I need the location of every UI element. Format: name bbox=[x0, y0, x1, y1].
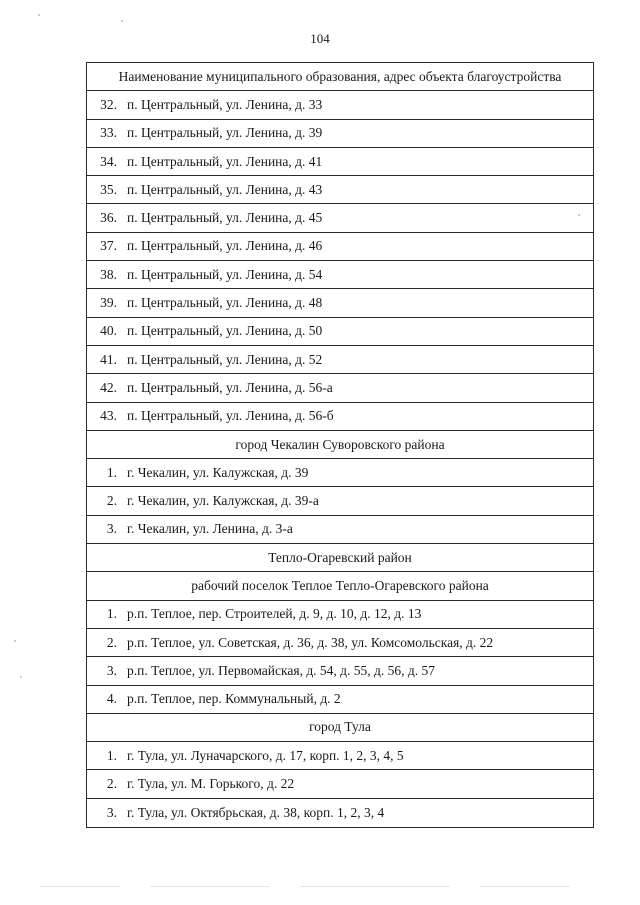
table-header-label: Наименование муниципального образования, адрес объекта благоустройства bbox=[118, 68, 562, 84]
row-address: п. Центральный, ул. Ленина, д. 33 bbox=[127, 96, 323, 112]
row-number: 39. bbox=[100, 295, 117, 311]
table-row bbox=[87, 148, 593, 176]
section-header-label: город Тула bbox=[309, 719, 371, 735]
row-address: п. Центральный, ул. Ленина, д. 56-а bbox=[127, 379, 333, 395]
table-body bbox=[87, 91, 593, 827]
table-row bbox=[87, 629, 593, 657]
row-address: г. Тула, ул. Октябрьская, д. 38, корп. 1, 2, 3, 4 bbox=[127, 804, 385, 820]
row-address: п. Центральный, ул. Ленина, д. 45 bbox=[127, 210, 323, 226]
row-number: 4. bbox=[106, 691, 117, 707]
row-address: п. Центральный, ул. Ленина, д. 46 bbox=[127, 238, 323, 254]
table-row bbox=[87, 176, 593, 204]
table-row bbox=[87, 346, 593, 374]
table-row bbox=[87, 459, 593, 487]
row-address: п. Центральный, ул. Ленина, д. 43 bbox=[127, 181, 323, 197]
section-header-row bbox=[87, 431, 593, 459]
table-row bbox=[87, 91, 593, 119]
row-address: п. Центральный, ул. Ленина, д. 41 bbox=[127, 153, 323, 169]
row-number: 40. bbox=[100, 323, 117, 339]
row-number: 3. bbox=[106, 521, 117, 537]
row-address: г. Чекалин, ул. Калужская, д. 39-а bbox=[127, 493, 319, 509]
row-address: г. Тула, ул. Луначарского, д. 17, корп. 1, 2, 3, 4, 5 bbox=[127, 747, 404, 763]
section-header-label: рабочий поселок Теплое Тепло-Огаревского района bbox=[191, 577, 489, 593]
row-address: п. Центральный, ул. Ленина, д. 52 bbox=[127, 351, 323, 367]
row-number: 35. bbox=[100, 181, 117, 197]
row-address: г. Чекалин, ул. Калужская, д. 39 bbox=[127, 464, 309, 480]
table-row bbox=[87, 742, 593, 770]
table-row bbox=[87, 318, 593, 346]
row-number: 33. bbox=[100, 125, 117, 141]
table-row bbox=[87, 374, 593, 402]
table-row bbox=[87, 601, 593, 629]
row-number: 3. bbox=[106, 662, 117, 678]
row-number: 3. bbox=[106, 804, 117, 820]
table-header bbox=[87, 63, 593, 91]
row-number: 2. bbox=[106, 493, 117, 509]
row-number: 1. bbox=[106, 464, 117, 480]
section-header-row bbox=[87, 714, 593, 742]
section-header-row bbox=[87, 544, 593, 572]
row-number: 38. bbox=[100, 266, 117, 282]
row-number: 1. bbox=[106, 606, 117, 622]
table-row bbox=[87, 403, 593, 431]
row-address: р.п. Теплое, ул. Первомайская, д. 54, д. 55, д. 56, д. 57 bbox=[127, 662, 436, 678]
row-address: п. Центральный, ул. Ленина, д. 50 bbox=[127, 323, 323, 339]
scan-speck bbox=[14, 640, 16, 642]
row-number: 36. bbox=[100, 210, 117, 226]
row-number: 2. bbox=[106, 776, 117, 792]
table-row bbox=[87, 516, 593, 544]
section-header-label: город Чекалин Суворовского района bbox=[235, 436, 445, 452]
scan-speck bbox=[38, 14, 40, 16]
row-number: 32. bbox=[100, 96, 117, 112]
table-row bbox=[87, 770, 593, 798]
row-address: п. Центральный, ул. Ленина, д. 48 bbox=[127, 295, 323, 311]
table-row bbox=[87, 799, 593, 827]
row-number: 37. bbox=[100, 238, 117, 254]
row-number: 34. bbox=[100, 153, 117, 169]
table-row bbox=[87, 261, 593, 289]
scan-speck bbox=[121, 20, 123, 22]
table-row bbox=[87, 120, 593, 148]
scan-line bbox=[150, 886, 270, 887]
row-address: р.п. Теплое, пер. Коммунальный, д. 2 bbox=[127, 691, 341, 707]
row-address: г. Тула, ул. М. Горького, д. 22 bbox=[127, 776, 295, 792]
table-row bbox=[87, 289, 593, 317]
scan-line bbox=[480, 886, 570, 887]
scan-line bbox=[300, 886, 450, 887]
table-row bbox=[87, 233, 593, 261]
row-address: г. Чекалин, ул. Ленина, д. 3-а bbox=[127, 521, 293, 537]
table-row bbox=[87, 686, 593, 714]
scan-speck bbox=[578, 214, 580, 216]
row-address: р.п. Теплое, пер. Строителей, д. 9, д. 10, д. 12, д. 13 bbox=[127, 606, 422, 622]
table-row bbox=[87, 487, 593, 515]
row-number: 43. bbox=[100, 408, 117, 424]
table-row bbox=[87, 204, 593, 232]
table-row bbox=[87, 657, 593, 685]
scan-speck bbox=[20, 676, 22, 678]
address-table bbox=[86, 62, 594, 828]
row-address: п. Центральный, ул. Ленина, д. 39 bbox=[127, 125, 323, 141]
row-address: р.п. Теплое, ул. Советская, д. 36, д. 38, ул. Комсомольская, д. 22 bbox=[127, 634, 494, 650]
section-header-row bbox=[87, 572, 593, 600]
section-header-label: Тепло-Огаревский район bbox=[268, 549, 412, 565]
row-address: п. Центральный, ул. Ленина, д. 54 bbox=[127, 266, 323, 282]
row-number: 41. bbox=[100, 351, 117, 367]
page-number: 104 bbox=[310, 31, 330, 46]
scan-line bbox=[40, 886, 120, 887]
row-number: 42. bbox=[100, 379, 117, 395]
row-address: п. Центральный, ул. Ленина, д. 56-б bbox=[127, 408, 334, 424]
row-number: 1. bbox=[106, 747, 117, 763]
row-number: 2. bbox=[106, 634, 117, 650]
